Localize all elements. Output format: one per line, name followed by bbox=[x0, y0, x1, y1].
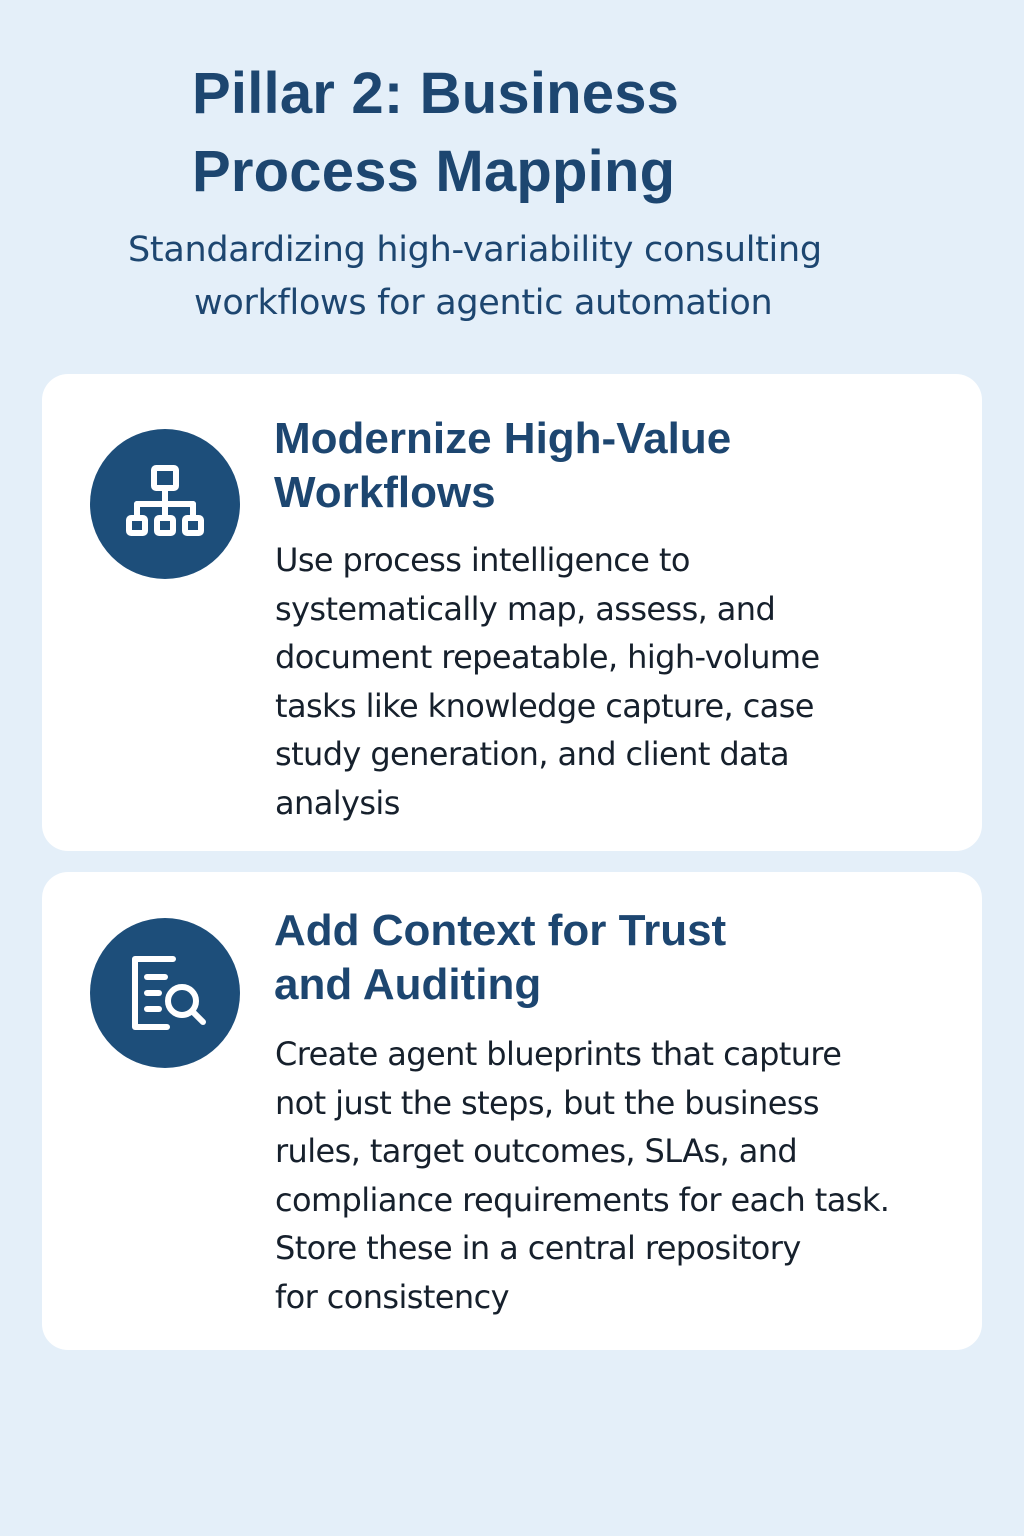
card-title bbox=[274, 904, 726, 1012]
card-description-line: study generation, and client data bbox=[275, 735, 790, 774]
card-description-line: systematically map, assess, and bbox=[275, 589, 776, 628]
card-title bbox=[274, 412, 731, 520]
card-context-trust-auditing bbox=[42, 872, 982, 1350]
card-title-line: and Auditing bbox=[274, 960, 542, 1009]
card-description bbox=[275, 1030, 889, 1322]
page-subtitle-line-1: Standardizing high-variability consulting bbox=[128, 230, 822, 270]
card-description-line: Use process intelligence to bbox=[275, 541, 690, 579]
card-description-line: for consistency bbox=[275, 1277, 509, 1316]
page-subtitle-line-2: workflows for agentic automation bbox=[194, 283, 773, 323]
card-description bbox=[275, 536, 820, 828]
page-title-line-2: Process Mapping bbox=[192, 139, 676, 204]
card-title-line: Workflows bbox=[274, 468, 496, 517]
page-title-line-1: Pillar 2: Business bbox=[192, 61, 680, 126]
card-description-line: not just the steps, but the business bbox=[275, 1083, 819, 1122]
card-description-line: document repeatable, high-volume bbox=[275, 638, 820, 677]
document-search-icon bbox=[90, 918, 240, 1068]
card-description-line: analysis bbox=[275, 783, 400, 822]
card-title-line: Modernize High-Value bbox=[274, 414, 732, 463]
card-modernize-workflows bbox=[42, 374, 982, 851]
card-description-line: compliance requirements for each task. bbox=[275, 1180, 890, 1219]
card-description-line: Store these in a central repository bbox=[275, 1229, 801, 1268]
card-description-line: rules, target outcomes, SLAs, and bbox=[275, 1132, 798, 1171]
card-title-line: Add Context for Trust bbox=[274, 906, 727, 955]
card-description-line: Create agent blueprints that capture bbox=[275, 1035, 842, 1073]
hierarchy-icon bbox=[90, 429, 240, 579]
card-description-line: tasks like knowledge capture, case bbox=[275, 686, 814, 725]
